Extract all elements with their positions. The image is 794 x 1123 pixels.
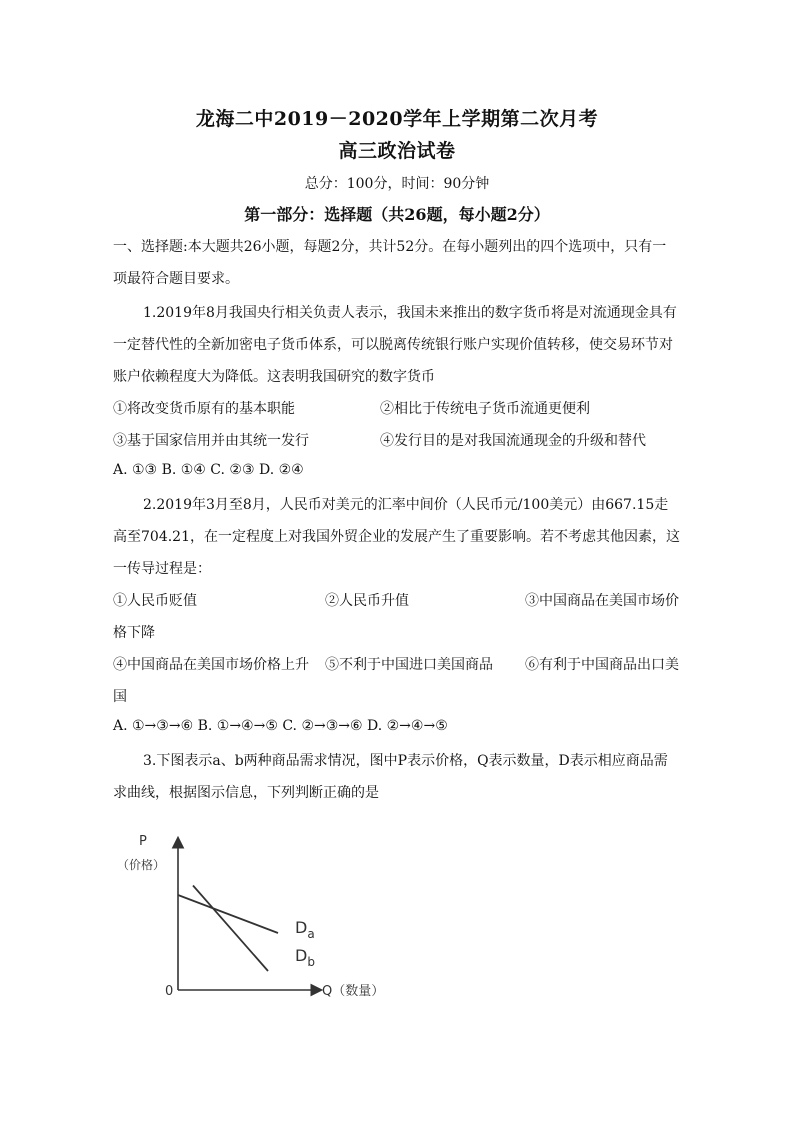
exam-subtitle: 高三政治试卷 [338, 140, 456, 162]
q3-stem-line2: 求曲线，根据图示信息，下列判断正确的是 [113, 785, 379, 801]
curve-label-db-sub: b [307, 955, 315, 969]
q2-answers: A. ①→③→⑥ B. ①→④→⑤ C. ②→③→⑥ D. ②→④→⑤ [113, 718, 448, 734]
q2-option-6-cont: 国 [113, 689, 127, 705]
q2-option-3-cont: 格下降 [113, 625, 155, 641]
score-time: 总分：100分，时间：90分钟 [304, 176, 490, 192]
q2-stem-line3: 一传导过程是： [113, 561, 211, 577]
q1-option-1: ①将改变货币原有的基本职能 [113, 401, 295, 417]
y-axis-sublabel: （价格） [117, 858, 166, 872]
q2-option-4: ④中国商品在美国市场价格上升 [113, 657, 309, 673]
y-axis-label: P [139, 834, 147, 849]
q2-stem-line2: 高至704.21，在一定程度上对我国外贸企业的发展产生了重要影响。若不考虑其他因素，这 [113, 529, 680, 545]
q2-option-6: ⑥有利于中国商品出口美 [525, 657, 679, 673]
q1-stem-line3: 账户依赖程度大为降低。这表明我国研究的数字货币 [113, 369, 435, 385]
q1-option-4: ④发行目的是对我国流通现金的升级和替代 [380, 433, 646, 449]
q2-option-3: ③中国商品在美国市场价 [525, 593, 679, 609]
q1-option-3: ③基于国家信用并由其统一发行 [113, 433, 309, 449]
demand-curve-b [193, 886, 268, 972]
curve-label-db-main: D [295, 946, 308, 965]
exam-title: 龙海二中2019－2020学年上学期第二次月考 [195, 108, 599, 130]
q1-answers: A. ①③ B. ①④ C. ②③ D. ②④ [113, 462, 304, 478]
instructions-line1: 一、选择题:本大题共26小题，每题2分，共计52分。在每小题列出的四个选项中，只有一 [113, 239, 667, 255]
q2-stem-line1: 2.2019年3月至8月，人民币对美元的汇率中间价（人民币元/100美元）由667.15走 [143, 497, 669, 513]
curve-label-db [295, 946, 315, 969]
demand-curve-chart [115, 825, 415, 1010]
q1-option-2: ②相比于传统电子货币流通更便利 [380, 401, 590, 417]
curve-label-da-main: D [295, 918, 308, 937]
q2-option-2: ②人民币升值 [325, 593, 409, 609]
q2-option-1: ①人民币贬值 [113, 593, 197, 609]
section-title: 第一部分：选择题（共26题，每小题2分） [244, 205, 550, 224]
curve-label-da-sub: a [307, 927, 315, 941]
q2-option-5: ⑤不利于中国进口美国商品 [325, 657, 493, 673]
demand-curve-a [178, 895, 278, 933]
q1-stem-line1: 1.2019年8月我国央行相关负责人表示，我国未来推出的数字货币将是对流通现金具有 [143, 305, 677, 321]
origin-label: 0 [165, 984, 174, 999]
q1-stem-line2: 一定替代性的全新加密电子货币体系，可以脱离传统银行账户实现价值转移，使交易环节对 [113, 337, 673, 353]
instructions-line2: 项最符合题目要求。 [113, 271, 239, 287]
curve-label-da [295, 918, 315, 941]
x-axis-label: Q（数量） [322, 984, 385, 999]
q3-stem-line1: 3.下图表示a、b两种商品需求情况，图中P表示价格，Q表示数量，D表示相应商品需 [143, 753, 668, 769]
